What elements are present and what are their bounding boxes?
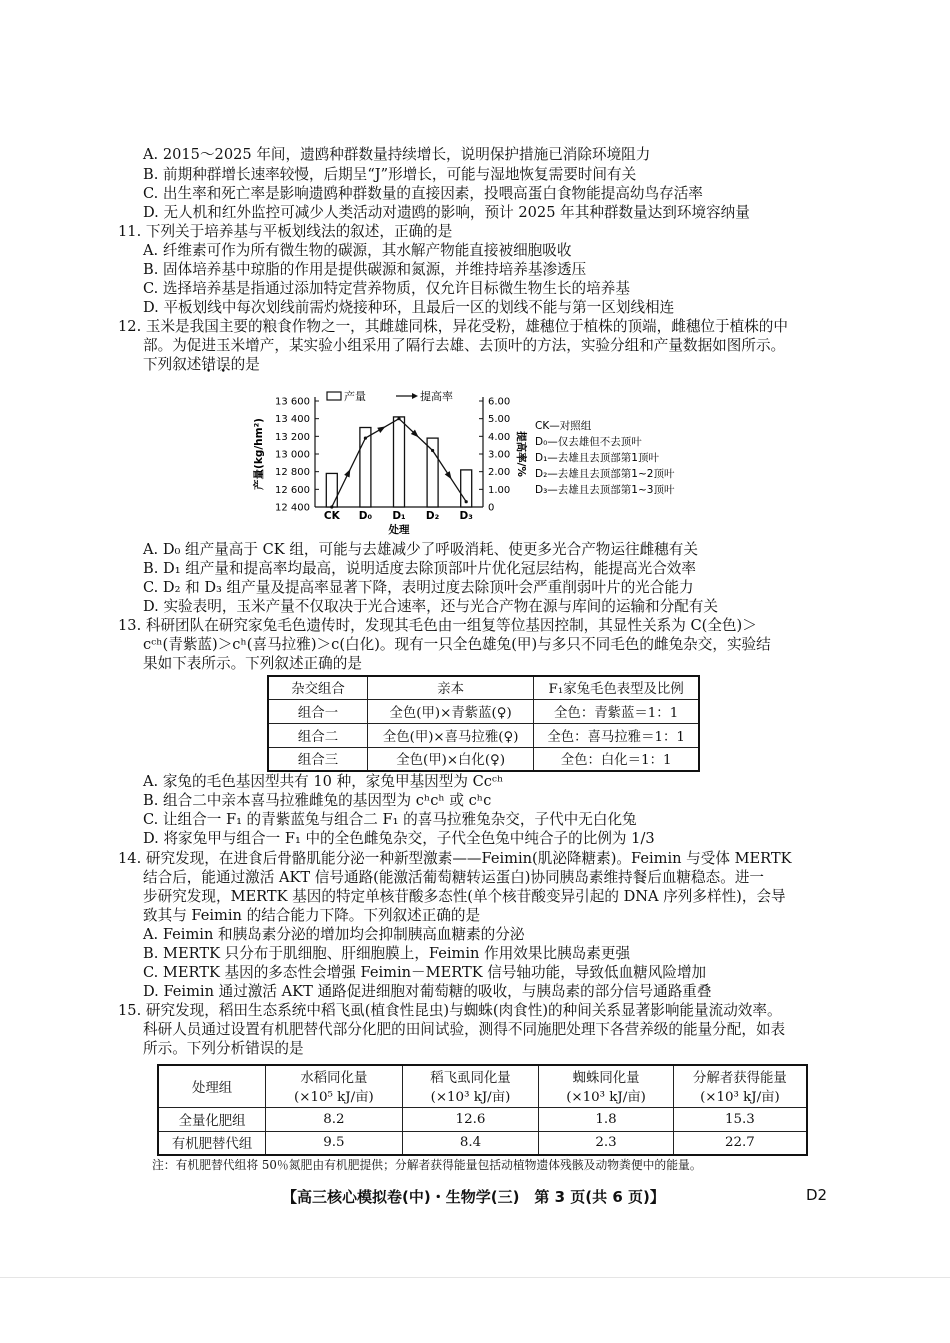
q14-option-b: B. MERTK 只分布于肌细胞、肝细胞膜上，Feimin 作用效果比胰岛素更强 <box>143 945 631 962</box>
q13-option-b: B. 组合二中亲本喜马拉雅雌兔的基因型为 cʰcʰ 或 cʰc <box>143 792 492 809</box>
q12-option-c: C. D₂ 和 D₃ 组产量及提高率显著下降，表明过度去除顶叶会严重削弱叶片的光合能力 <box>143 579 694 596</box>
x-tick-label: D₁ <box>392 510 406 522</box>
q15-stem-line-3: 所示。下列分析错误的是 <box>143 1040 304 1057</box>
q12-option-b: B. D₁ 组产量和提高率均最高，说明适度去除顶部叶片优化冠层结构，能提高光合效率 <box>143 560 696 577</box>
rate-point-D₁ <box>397 417 400 420</box>
bar-D₂ <box>427 438 438 507</box>
q14-stem-line-3: 步研究发现，MERTK 基因的特定单核苷酸多态性(单个核苷酸变异引起的 DNA 序列多样性)，会导 <box>143 888 786 905</box>
q13-stem-line-3: 果如下表所示。下列叙述正确的是 <box>143 655 362 672</box>
table-cell: 9.5 <box>266 1131 403 1155</box>
x-axis-label: 处理 <box>388 524 410 536</box>
table-cell: 全色(甲)×青紫蓝(♀) <box>368 699 534 723</box>
q15-th-planthopper: 稻飞虱同化量 (×10³ kJ/亩) <box>402 1065 539 1107</box>
q14-stem-line-1: 14. 研究发现，在进食后骨骼肌能分泌一种新型激素——Feimin(肌泌降糖素)。Feimin 与受体 MERTK <box>118 850 792 867</box>
y-tick-label: 12 600 <box>275 484 310 496</box>
legend-bar-label: 产量 <box>344 390 366 403</box>
y2-tick-label: 6.00 <box>488 396 511 408</box>
q13-stem-line-2: cᶜʰ(青紫蓝)＞cʰ(喜马拉雅)＞c(白化)。现有一只全色雄兔(甲)与多只不同毛色的雌兔杂交，实验结 <box>143 636 771 653</box>
chart-legend <box>327 389 453 403</box>
q10-option-d: D. 无人机和红外监控可减少人类活动对遗鸥的影响，预计 2025 年其种群数量达到环境容纳量 <box>143 204 750 221</box>
q13-th-group: 杂交组合 <box>268 676 368 699</box>
y2-tick-label: 3.00 <box>488 449 511 461</box>
annotation-d2: D₂—去雄且去顶部第1~2顶叶 <box>535 468 675 480</box>
q13-option-d: D. 将家兔甲与组合一 F₁ 中的全色雌兔杂交，子代全色兔中纯合子的比例为 1/3 <box>143 830 655 847</box>
q13-option-a: A. 家兔的毛色基因型共有 10 种，家兔甲基因型为 Ccᶜʰ <box>143 773 504 790</box>
page-footer: 【高三核心模拟卷(中)・生物学(三) 第 3 页(共 6 页)】 <box>282 1188 665 1206</box>
annotation-d3: D₃—去雄且去顶部第1~3顶叶 <box>535 484 675 496</box>
y-tick-label: 12 400 <box>275 502 310 514</box>
q14-option-a: A. Feimin 和胰岛素分泌的增加均会抑制胰高血糖素的分泌 <box>143 926 525 943</box>
q11-stem: 11. 下列关于培养基与平板划线法的叙述，正确的是 <box>118 223 453 240</box>
table-row <box>268 747 699 771</box>
table-cell: 全色(甲)×喜马拉雅(♀) <box>368 723 534 747</box>
rate-point-D₂ <box>431 449 434 452</box>
y2-tick-label: 1.00 <box>488 484 511 496</box>
y2-tick-label: 4.00 <box>488 431 511 443</box>
table-cell: 全量化肥组 <box>158 1107 266 1131</box>
table-cell: 8.4 <box>402 1131 539 1155</box>
y-tick-label: 12 800 <box>275 467 310 479</box>
table-cell: 全色：白化＝1：1 <box>534 747 699 771</box>
legend-arrow-icon <box>412 393 418 399</box>
q12-option-a: A. D₀ 组产量高于 CK 组，可能与去雄减少了呼吸消耗、使更多光合产物运往雌穗有关 <box>143 541 698 558</box>
table-cell: 22.7 <box>673 1131 807 1155</box>
q15-th-rice: 水稻同化量 (×10⁵ kJ/亩) <box>266 1065 403 1107</box>
x-tick-label: D₀ <box>358 510 373 522</box>
q13-table <box>267 675 700 772</box>
rate-point-CK <box>330 505 333 508</box>
q11-option-c: C. 选择培养基是指通过添加特定营养物质，仅允许目标微生物生长的培养基 <box>143 280 630 297</box>
q14-stem-line-2: 结合后，能通过激活 AKT 信号通路(能激活葡萄糖转运蛋白)协同胰岛素维持餐后血糖稳态。进一 <box>143 869 765 886</box>
page-code: D2 <box>806 1186 828 1204</box>
annotation-d0: D₀—仅去雄但不去顶叶 <box>535 436 642 448</box>
q13-option-c: C. 让组合一 F₁ 的青紫蓝兔与组合二 F₁ 的喜马拉雅兔杂交，子代中无白化兔 <box>143 811 637 828</box>
q10-option-b: B. 前期种群增长速率较慢，后期呈“J”形增长，可能与湿地恢复需要时间有关 <box>143 166 637 183</box>
table-cell: 2.3 <box>539 1131 674 1155</box>
table-cell: 组合二 <box>268 723 368 747</box>
q14-option-c: C. MERTK 基因的多态性会增强 Feimin－MERTK 信号轴功能，导致低血糖风险增加 <box>143 964 707 981</box>
y-tick-label: 13 200 <box>275 431 310 443</box>
q14-option-d: D. Feimin 通过激活 AKT 通路促进细胞对葡萄糖的吸收，与胰岛素的部分信号通路重叠 <box>143 983 712 1000</box>
table-row <box>268 699 699 723</box>
rate-arrow-icon <box>445 471 454 481</box>
table-cell: 全色：喜马拉雅＝1：1 <box>534 723 699 747</box>
table-cell: 有机肥替代组 <box>158 1131 266 1155</box>
q12-yield-chart <box>240 385 710 545</box>
y2-tick-label: 0 <box>488 502 495 514</box>
legend-bar-swatch <box>327 392 341 400</box>
q12-stem-emphasis: 错误 <box>201 356 231 373</box>
q15-table <box>157 1064 808 1156</box>
q13-th-parents: 亲本 <box>368 676 534 699</box>
q11-option-b: B. 固体培养基中琼脂的作用是提供碳源和氮源，并维持培养基渗透压 <box>143 261 587 278</box>
table-cell: 组合一 <box>268 699 368 723</box>
q11-option-a: A. 纤维素可作为所有微生物的碳源，其水解产物能直接被细胞吸收 <box>143 242 572 259</box>
table-row <box>158 1131 807 1155</box>
y-tick-label: 13 000 <box>275 449 310 461</box>
table-cell: 15.3 <box>673 1107 807 1131</box>
page-bottom-divider <box>0 1277 950 1278</box>
rate-point-D₃ <box>465 500 468 503</box>
q12-stem-prefix: 下列叙述 <box>143 356 202 373</box>
q12-option-d: D. 实验表明，玉米产量不仅取决于光合速率，还与光合产物在源与库间的运输和分配有关 <box>143 598 719 615</box>
q11-option-d: D. 平板划线中每次划线前需灼烧接种环，且最后一区的划线不能与第一区划线相连 <box>143 299 675 316</box>
rate-point-D₀ <box>364 437 367 440</box>
q10-option-a: A. 2015～2025 年间，遗鸥种群数量持续增长，说明保护措施已消除环境阻力 <box>143 146 651 163</box>
table-row <box>158 1107 807 1131</box>
q15-stem-line-1: 15. 研究发现，稻田生态系统中稻飞虱(植食性昆虫)与蜘蛛(肉食性)的种间关系显著影响能量流动效率。 <box>118 1002 782 1019</box>
q14-stem-line-4: 致其与 Feimin 的结合能力下降。下列叙述正确的是 <box>143 907 481 924</box>
bar-CK <box>326 473 337 507</box>
rate-arrow-icon <box>344 468 353 478</box>
q15-stem-line-2: 科研人员通过设置有机肥替代部分化肥的田间试验，测得不同施肥处理下各营养级的能量分配，如表 <box>143 1021 786 1038</box>
q10-option-c: C. 出生率和死亡率是影响遗鸥种群数量的直接因素，投喂高蛋白食物能提高幼鸟存活率 <box>143 185 703 202</box>
table-cell: 全色(甲)×白化(♀) <box>368 747 534 771</box>
q13-table-header <box>268 676 699 699</box>
q12-stem-line-1: 12. 玉米是我国主要的粮食作物之一，其雌雄同株，异花受粉，雄穗位于植株的顶端，雌穗位于植株的中 <box>118 318 788 335</box>
y-tick-label: 13 600 <box>275 396 310 408</box>
q15-th-decomposer: 分解者获得能量 (×10³ kJ/亩) <box>673 1065 807 1107</box>
chart-annotations <box>535 419 675 496</box>
y-tick-label: 13 400 <box>275 414 310 426</box>
legend-line-label: 提高率 <box>420 390 453 403</box>
q15-table-header <box>158 1065 807 1107</box>
q15-table-note: 注：有机肥替代组将 50％氮肥由有机肥提供；分解者获得能量包括动植物遗体残骸及动物粪便中的能量。 <box>152 1158 702 1172</box>
q12-stem-line-3 <box>143 355 260 375</box>
table-cell: 组合三 <box>268 747 368 771</box>
annotation-d1: D₁—去雄且去顶部第1顶叶 <box>535 452 659 464</box>
y2-tick-label: 2.00 <box>488 467 511 479</box>
table-cell: 8.2 <box>266 1107 403 1131</box>
q12-stem-line-2: 部。为促进玉米增产，某实验小组采用了隔行去雄、去顶叶的方法，实验分组和产量数据如图所示。 <box>143 337 786 354</box>
rate-arrow-icon <box>377 424 387 433</box>
q12-stem-suffix: 的是 <box>230 356 260 373</box>
y2-tick-label: 5.00 <box>488 414 511 426</box>
table-cell: 全色：青紫蓝＝1：1 <box>534 699 699 723</box>
q13-th-f1: F₁家兔毛色表型及比例 <box>534 676 699 699</box>
table-row <box>268 723 699 747</box>
bar-D₁ <box>394 417 405 507</box>
q13-stem-line-1: 13. 科研团队在研究家兔毛色遗传时，发现其毛色由一组复等位基因控制，其显性关系为 C(全色)＞ <box>118 617 757 634</box>
annotation-ck: CK—对照组 <box>535 420 592 432</box>
x-tick-label: D₃ <box>459 510 473 522</box>
q15-th-group: 处理组 <box>158 1065 266 1107</box>
y2-axis-label: 提高率/% <box>515 431 527 477</box>
table-cell: 1.8 <box>539 1107 674 1131</box>
q15-th-spider: 蜘蛛同化量 (×10³ kJ/亩) <box>539 1065 674 1107</box>
y-axis-label: 产量(kg/hm²) <box>253 418 265 490</box>
table-cell: 12.6 <box>402 1107 539 1131</box>
x-tick-label: CK <box>323 510 340 522</box>
x-tick-label: D₂ <box>425 510 440 522</box>
